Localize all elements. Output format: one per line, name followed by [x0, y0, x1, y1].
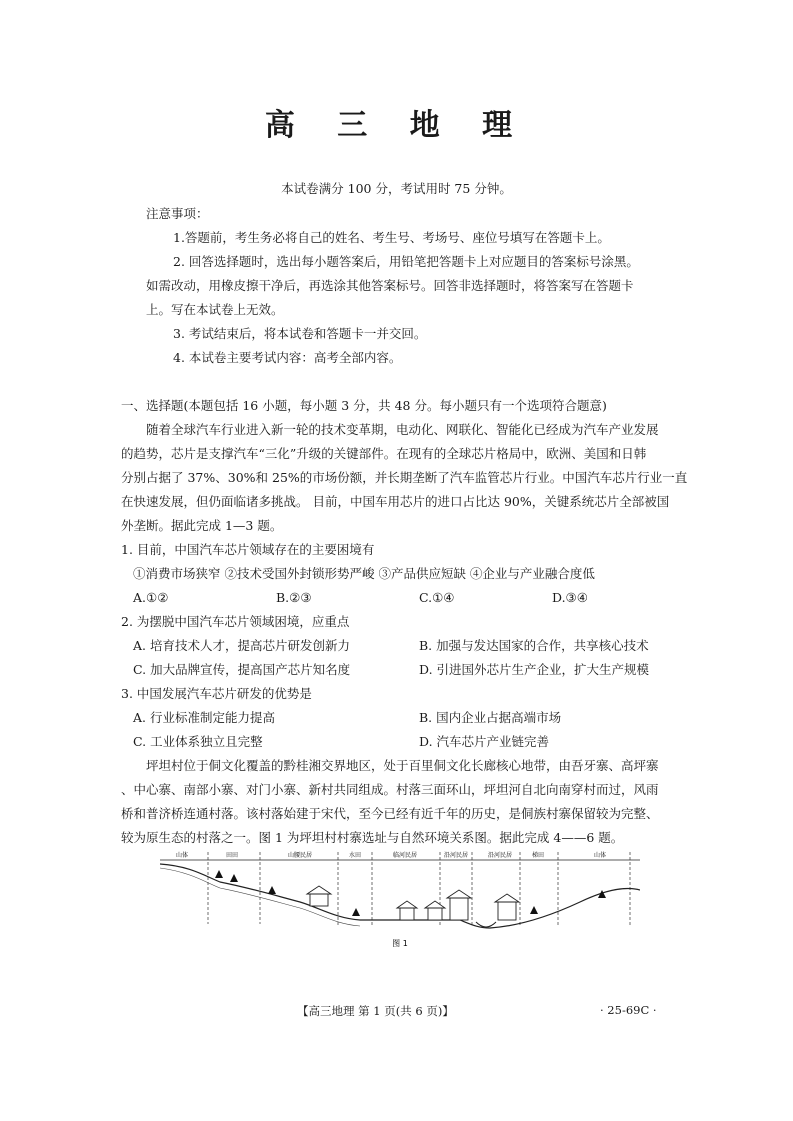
option-c: C. 加大品牌宣传，提高国产芯片知名度 — [133, 662, 351, 677]
figure-caption: 图 1 — [392, 939, 408, 948]
notice-heading: 注意事项： — [146, 206, 209, 221]
notice-item: 2. 回答选择题时，选出每小题答案后，用铅笔把答题卡上对应题目的答案标号涂黑。 — [173, 254, 639, 269]
figure-label: 田田 — [225, 852, 239, 859]
passage-line: 外垄断。据此完成 1—3 题。 — [121, 518, 283, 533]
passage-line: 较为原生态的村落之一。图 1 为坪坦村村寨选址与自然环境关系图。据此完成 4——6 题。 — [121, 830, 624, 845]
passage-line: 的趋势，芯片是支撑汽车“三化”升级的关键部件。在现有的全球芯片格局中，欧洲、美国和日韩 — [121, 446, 647, 461]
figure-label: 山体 — [175, 852, 189, 859]
question-stem: 3. 中国发展汽车芯片研发的优势是 — [121, 686, 312, 701]
page-code: · 25-69C · — [600, 1003, 657, 1017]
option-c: C. 工业体系独立且完整 — [133, 734, 263, 749]
question-stem: 2. 为摆脱中国汽车芯片领域困境，应重点 — [121, 614, 350, 629]
figure-label: 山体 — [593, 852, 607, 859]
option-a: A.①② — [133, 590, 169, 605]
question-items: ①消费市场狭窄 ②技术受国外封锁形势严峻 ③产品供应短缺 ④企业与产业融合度低 — [133, 566, 595, 581]
option-d: D. 引进国外芯片生产企业，扩大生产规模 — [419, 662, 650, 677]
section-heading: 一、选择题(本题包括 16 小题，每小题 3 分，共 48 分。每小题只有一个选项符合题意) — [121, 398, 607, 413]
figure-label: 临河民居 — [392, 852, 418, 859]
page-footer: 【高三地理 第 1 页(共 6 页)】 — [297, 1004, 454, 1018]
option-d: D.③④ — [552, 590, 588, 605]
figure-label: 水田 — [348, 852, 362, 859]
question-stem: 1. 目前，中国汽车芯片领域存在的主要困境有 — [121, 542, 375, 557]
figure-label: 沿河民居 — [487, 852, 513, 859]
option-b: B. 加强与发达国家的合作，共享核心技术 — [419, 638, 649, 653]
option-b: B.②③ — [276, 590, 312, 605]
option-c: C.①④ — [419, 590, 455, 605]
notice-item: 1.答题前，考生务必将自己的姓名、考生号、考场号、座位号填写在答题卡上。 — [173, 230, 610, 245]
passage-line: 桥和普济桥连通村落。该村落始建于宋代，至今已经有近千年的历史，是侗族村寨保留较为完整、 — [121, 806, 659, 821]
option-a: A. 培育技术人才，提高芯片研发创新力 — [133, 638, 350, 653]
exam-info: 本试卷满分 100 分，考试用时 75 分钟。 — [281, 181, 512, 196]
notice-item: 3. 考试结束后，将本试卷和答题卡一并交回。 — [173, 326, 427, 341]
notice-item: 如需改动，用橡皮擦干净后，再选涂其他答案标号。回答非选择题时，将答案写在答题卡 — [146, 278, 634, 293]
option-d: D. 汽车芯片产业链完善 — [419, 734, 550, 749]
figure-label: 梯田 — [531, 852, 545, 859]
village-cross-section-figure — [160, 846, 640, 954]
figure-label: 山腰民居 — [287, 852, 313, 859]
passage-line: 分别占据了 37%、30%和 25%的市场份额，并长期垄断了汽车监管芯片行业。中国汽车芯片行业一直 — [121, 470, 688, 485]
passage-line: 随着全球汽车行业进入新一轮的技术变革期，电动化、网联化、智能化已经成为汽车产业发展 — [146, 422, 659, 437]
option-b: B. 国内企业占据高端市场 — [419, 710, 562, 725]
figure-label: 沿河民居 — [443, 852, 469, 859]
notice-item: 4. 本试卷主要考试内容：高考全部内容。 — [173, 350, 402, 365]
option-a: A. 行业标准制定能力提高 — [133, 710, 275, 725]
notice-item: 上。写在本试卷上无效。 — [146, 302, 284, 317]
passage-line: 在快速发展，但仍面临诸多挑战。 目前，中国车用芯片的进口占比达 90%，关键系统芯片全部被国 — [121, 494, 670, 509]
passage-line: 坪坦村位于侗文化覆盖的黔桂湘交界地区，处于百里侗文化长廊核心地带，由吾牙寨、高坪寨 — [146, 758, 659, 773]
passage-line: 、中心寨、南部小寨、对门小寨、新村共同组成。村落三面环山，坪坦河自北向南穿村而过，风雨 — [121, 782, 659, 797]
page-title: 高 三 地 理 — [264, 108, 529, 143]
